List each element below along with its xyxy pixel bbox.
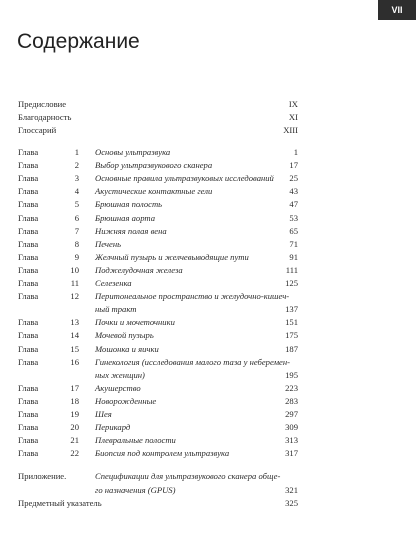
chapter-label: Глава: [18, 251, 39, 262]
chapter-title: Перитонеальное пространство и желудочно-кишеч-: [95, 291, 290, 302]
chapter-label: Глава: [18, 343, 39, 354]
chapter-entry: [18, 447, 298, 459]
chapter-label: Глава: [18, 356, 39, 367]
chapter-label: Глава: [18, 330, 39, 341]
chapter-number: 4: [74, 186, 79, 197]
appendix-title: Спецификации для ультразвукового сканера обще-: [95, 471, 281, 482]
chapter-title: Новорожденные: [95, 395, 157, 406]
entry-page-number: 297: [285, 409, 298, 419]
chapter-entry: [18, 185, 298, 197]
chapter-label: Глава: [18, 264, 39, 275]
entry-page-number: 25: [289, 173, 298, 184]
chapter-number: 19: [70, 409, 79, 419]
chapter-number: 22: [70, 448, 79, 459]
chapter-label: Глава: [18, 186, 39, 197]
chapter-entry: [18, 212, 298, 224]
chapter-entry: [18, 277, 298, 289]
entry-label: Предметный указатель: [18, 497, 102, 508]
chapter-label: Глава: [18, 317, 39, 328]
page-number: VII: [378, 0, 416, 20]
entry-page-number: 65: [289, 225, 298, 236]
entry-page-number: 317: [285, 448, 298, 459]
entry-page-number: 223: [285, 382, 298, 393]
chapter-title: Основы ультразвука: [95, 147, 171, 157]
chapter-entry: [18, 251, 298, 263]
entry-page-number: 187: [285, 343, 298, 354]
chapter-title: Выбор ультразвукового сканера: [95, 160, 213, 171]
chapter-title: Почки и мочеточники: [95, 317, 175, 328]
entry-page-number: 47: [289, 199, 298, 210]
chapter-entry: [18, 382, 298, 394]
chapter-label: Глава: [18, 238, 39, 249]
chapter-number: 7: [74, 225, 79, 236]
entry-page-number: 309: [285, 422, 298, 433]
chapter-title: Шея: [95, 409, 112, 419]
entry-page-number: 137: [285, 304, 298, 315]
front-matter-entry: [18, 111, 298, 123]
entry-page-number: XIII: [283, 125, 298, 135]
chapter-entry: [18, 316, 298, 328]
chapter-title: Гинекология (исследования малого таза у неберемен-: [95, 356, 290, 367]
chapter-title: Брюшная аорта: [95, 212, 156, 223]
chapter-entry: [18, 290, 298, 302]
appendix-label: Приложение.: [18, 471, 67, 482]
chapter-number: 15: [70, 343, 79, 354]
entry-page-number: XI: [288, 112, 298, 122]
chapter-label: Глава: [18, 422, 39, 433]
chapter-label: Глава: [18, 291, 39, 302]
chapter-number: 3: [74, 173, 79, 184]
chapter-title: Акушерство: [95, 382, 141, 393]
chapter-title: Мочевой пузырь: [95, 330, 154, 341]
front-matter-entry: [18, 124, 298, 136]
entry-page-number: 1: [293, 147, 298, 157]
entry-page-number: 283: [285, 395, 298, 406]
appendix-title: го назначения (GPUS): [95, 484, 176, 495]
chapter-label: Глава: [18, 448, 39, 459]
chapter-title-continuation: [95, 369, 298, 381]
chapter-entry: [18, 356, 298, 368]
chapter-label: Глава: [18, 147, 39, 157]
chapter-number: 21: [70, 435, 79, 446]
chapter-number: 1: [74, 147, 79, 157]
front-matter-entry: [18, 98, 298, 110]
entry-page-number: 195: [285, 369, 298, 380]
chapter-number: 5: [74, 199, 79, 210]
chapter-entry: [18, 264, 298, 276]
chapter-label: Глава: [18, 278, 39, 288]
entry-label: Глоссарий: [18, 125, 57, 135]
chapter-label: Глава: [18, 435, 39, 446]
chapter-number: 14: [70, 330, 79, 341]
chapter-number: 20: [70, 422, 79, 433]
entry-page-number: 125: [285, 278, 298, 288]
chapter-number: 16: [70, 356, 79, 367]
chapter-entry: [18, 225, 298, 237]
chapter-label: Глава: [18, 212, 39, 223]
chapter-label: Глава: [18, 199, 39, 210]
chapter-entry: [18, 172, 298, 184]
index-entry: [18, 497, 298, 509]
chapter-title: Брюшная полость: [95, 199, 163, 210]
chapter-label: Глава: [18, 225, 39, 236]
entry-page-number: 53: [289, 212, 298, 223]
chapter-title: Нижняя полая вена: [95, 225, 167, 236]
chapter-title: Плевральные полости: [95, 435, 176, 446]
chapter-label: Глава: [18, 173, 39, 184]
chapter-title: Селезенка: [95, 278, 132, 288]
chapter-entry: [18, 343, 298, 355]
entry-page-number: 313: [285, 435, 298, 446]
chapter-title: Основные правила ультразвуковых исследований: [95, 173, 274, 184]
chapter-title: Перикард: [95, 422, 131, 433]
chapter-title: Акустические контактные гели: [95, 186, 213, 197]
chapter-number: 13: [70, 317, 79, 328]
chapter-entry: [18, 408, 298, 420]
chapter-number: 10: [70, 264, 79, 275]
entry-page-number: 17: [289, 160, 298, 171]
chapter-label: Глава: [18, 382, 39, 393]
chapter-entry: [18, 329, 298, 341]
chapter-number: 11: [70, 278, 79, 288]
chapter-title: Печень: [95, 238, 121, 249]
chapter-number: 18: [70, 395, 79, 406]
chapter-entry: [18, 159, 298, 171]
chapter-number: 2: [74, 160, 79, 171]
entry-page-number: 71: [289, 238, 298, 249]
chapter-title: ных женщин): [95, 369, 145, 380]
chapter-number: 12: [70, 291, 79, 302]
entry-label: Предисловие: [18, 99, 67, 109]
chapter-label: Глава: [18, 160, 39, 171]
page-title: Содержание: [17, 30, 140, 53]
chapter-number: 6: [74, 212, 79, 223]
entry-page-number: 91: [289, 251, 298, 262]
entry-page-number: 151: [285, 317, 298, 328]
chapter-title: ный тракт: [95, 304, 137, 315]
entry-label: Благодарность: [18, 112, 72, 122]
chapter-title: Желчный пузырь и желчевыводящие пути: [95, 251, 249, 262]
entry-page-number: 325: [285, 497, 298, 508]
chapter-title-continuation: [95, 303, 298, 315]
chapter-entry: [18, 198, 298, 210]
chapter-title: Поджелудочная железа: [95, 264, 183, 275]
entry-page-number: 321: [285, 484, 298, 495]
chapter-entry: [18, 238, 298, 250]
chapter-entry: [18, 146, 298, 158]
chapter-entry: [18, 434, 298, 446]
chapter-number: 9: [74, 251, 79, 262]
chapter-entry: [18, 395, 298, 407]
appendix-entry: [18, 470, 298, 482]
chapter-entry: [18, 421, 298, 433]
entry-page-number: 111: [285, 264, 298, 275]
entry-page-number: 43: [289, 186, 298, 197]
chapter-label: Глава: [18, 395, 39, 406]
chapter-title: Биопсия под контролем ультразвука: [95, 448, 230, 459]
chapter-number: 8: [74, 238, 79, 249]
appendix-title-continuation: [95, 484, 298, 496]
chapter-label: Глава: [18, 409, 39, 419]
chapter-number: 17: [70, 382, 79, 393]
entry-page-number: 175: [285, 330, 298, 341]
entry-page-number: IX: [288, 99, 298, 109]
chapter-title: Мошонка и яички: [95, 343, 159, 354]
